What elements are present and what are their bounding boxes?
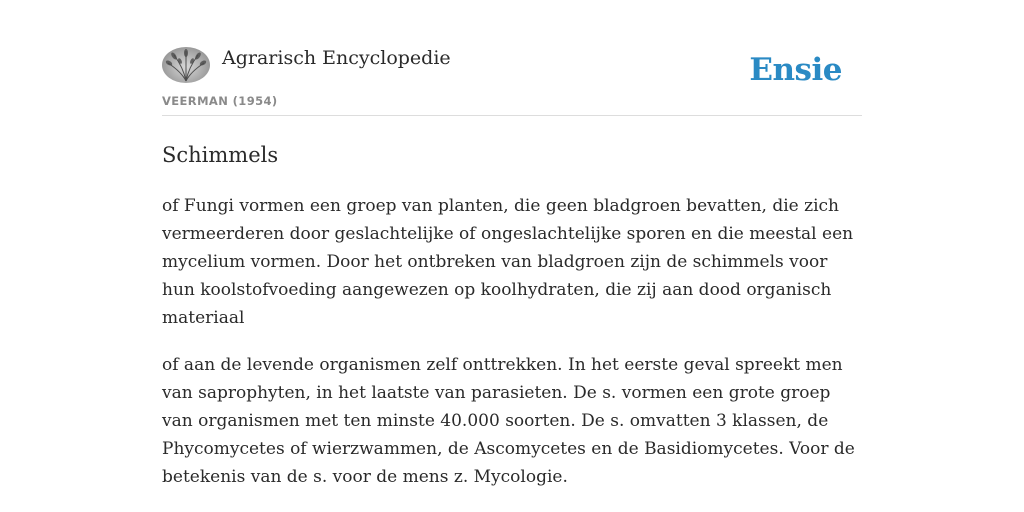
brand-logo-link[interactable]: Ensie	[749, 52, 842, 88]
source-author: VEERMAN (1954)	[162, 94, 278, 108]
wheat-logo-icon[interactable]	[162, 47, 210, 83]
article-paragraph: of Fungi vormen een groep van planten, die geen bladgroen bevatten, die zich vermeerderen door geslachtelijke of ongeslachtelijke sporen en die meestal een mycelium vormen. Door het ontbreken van bladgroen zijn de schimmels voor hun koolstofvoeding aangewezen op koolhydraten, die zij aan dood organisch materiaal	[162, 196, 854, 328]
source-title[interactable]: Agrarisch Encyclopedie	[222, 47, 451, 69]
source-header	[162, 0, 862, 116]
article-body	[162, 192, 862, 510]
article-paragraph: of aan de levende organismen zelf onttrekken. In het eerste geval spreekt men van saprophyten, in het laatste van parasieten. De s. vormen een grote groep van organismen met ten minste 40.000 soorten. De s. omvatten 3 klassen, de Phycomycetes of wierzwammen, de Ascomycetes en de Basidiomycetes. Voor de betekenis van de s. voor de mens z. Mycologie.	[162, 355, 855, 487]
page	[162, 0, 862, 512]
article-title: Schimmels	[162, 143, 279, 167]
